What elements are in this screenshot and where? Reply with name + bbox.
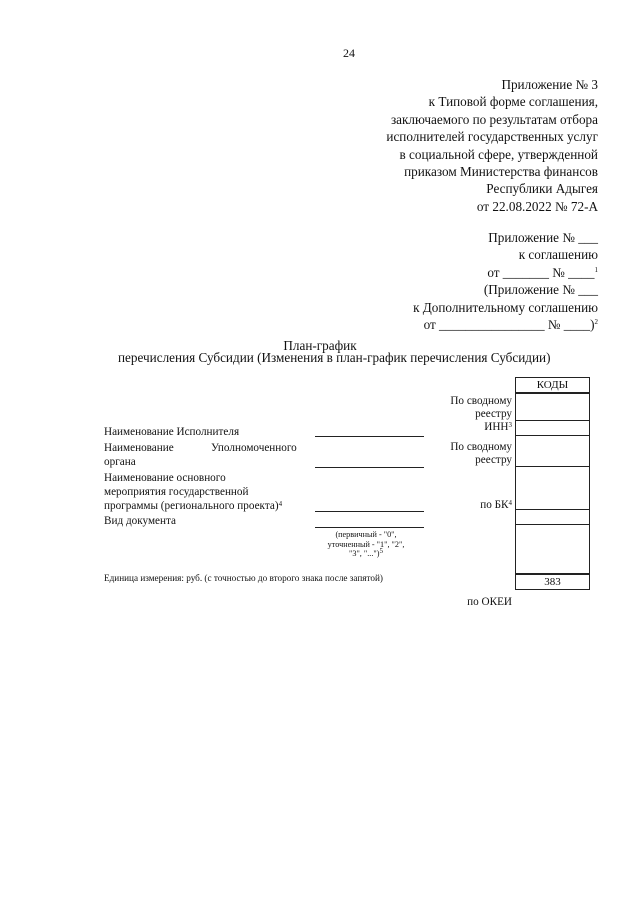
registry-label-2: По сводному реестру bbox=[450, 441, 512, 466]
document-subtitle: перечисления Субсидии (Изменения в план-график перечисления Субсидии) bbox=[118, 350, 551, 365]
appendix-line: Республики Адыгея bbox=[486, 181, 598, 197]
unit-code-cell bbox=[516, 525, 590, 575]
appendix-line: заключаемого по результатам отбора bbox=[390, 111, 598, 127]
doc-type-label: Вид документа bbox=[104, 515, 176, 527]
agreement-line: Приложение № ___ bbox=[488, 230, 598, 245]
doc-type-code-cell bbox=[516, 510, 590, 525]
activity-field-line bbox=[315, 511, 424, 512]
authorized-label-1: Наименование bbox=[104, 442, 174, 454]
page-number: 24 bbox=[343, 46, 355, 60]
appendix-line: от 22.08.2022 № 72-А bbox=[476, 198, 598, 214]
activity-label-3: программы (регионального проекта)$^4$ bbox=[104, 500, 283, 512]
appendix-line: Приложение № 3 bbox=[501, 77, 598, 92]
codes-header: КОДЫ bbox=[516, 378, 590, 394]
footnote-mark: 5 bbox=[379, 547, 383, 555]
appendix-line: к Типовой форме соглашения, bbox=[428, 94, 598, 110]
agreement-line: от _______ № ____$^1$ bbox=[487, 264, 598, 280]
registry-code-cell bbox=[516, 393, 590, 421]
agreement-line: (Приложение № ___ bbox=[483, 282, 598, 298]
document-title: План-график bbox=[283, 338, 357, 353]
appendix-line: исполнителей государственных услуг bbox=[386, 129, 598, 145]
footnote-mark: 4 bbox=[508, 499, 512, 507]
unit-of-measure: Единица измерения: руб. (с точностью до второго знака после запятой) bbox=[104, 573, 383, 583]
authorized-label-2: Уполномоченного bbox=[211, 442, 297, 454]
registry-label-1: По сводному реестру ИНН$^3$ bbox=[450, 395, 512, 433]
agreement-line: к соглашению bbox=[518, 247, 598, 263]
agreement-header bbox=[413, 229, 598, 333]
doc-type-hint: (первичный - "0", уточненный - "1", "2", "3", "...")$^5$ bbox=[327, 530, 405, 558]
authorized-field-line bbox=[315, 467, 424, 468]
inn-code-cell bbox=[516, 421, 590, 436]
activity-label-1: Наименование основного bbox=[104, 472, 226, 484]
doc-type-field-line bbox=[315, 527, 424, 528]
bk-code-cell bbox=[516, 467, 590, 510]
agreement-line: от ________________ № ____)$^2$ bbox=[423, 317, 598, 333]
footnote-mark: 3 bbox=[508, 421, 512, 429]
executor-label: Наименование Исполнителя bbox=[104, 426, 240, 438]
registry2-code-cell bbox=[516, 436, 590, 467]
authorized-label-3: органа bbox=[104, 456, 136, 468]
okei-code-cell: 383 bbox=[516, 574, 590, 590]
okei-label: по ОКЕИ bbox=[467, 596, 512, 608]
activity-label-2: мероприятия государственной bbox=[104, 486, 249, 498]
appendix-line: приказом Министерства финансов bbox=[404, 164, 598, 180]
footnote-mark: 2 bbox=[594, 318, 598, 327]
codes-table bbox=[515, 377, 590, 590]
appendix-header bbox=[386, 76, 598, 215]
executor-field-line bbox=[315, 436, 424, 437]
appendix-line: в социальной сфере, утвержденной bbox=[399, 146, 598, 162]
agreement-line: к Дополнительному соглашению bbox=[413, 299, 598, 315]
footnote-mark: 1 bbox=[594, 265, 598, 274]
footnote-mark: 4 bbox=[278, 500, 283, 508]
bk-label: по $БК^4$ bbox=[480, 499, 512, 511]
